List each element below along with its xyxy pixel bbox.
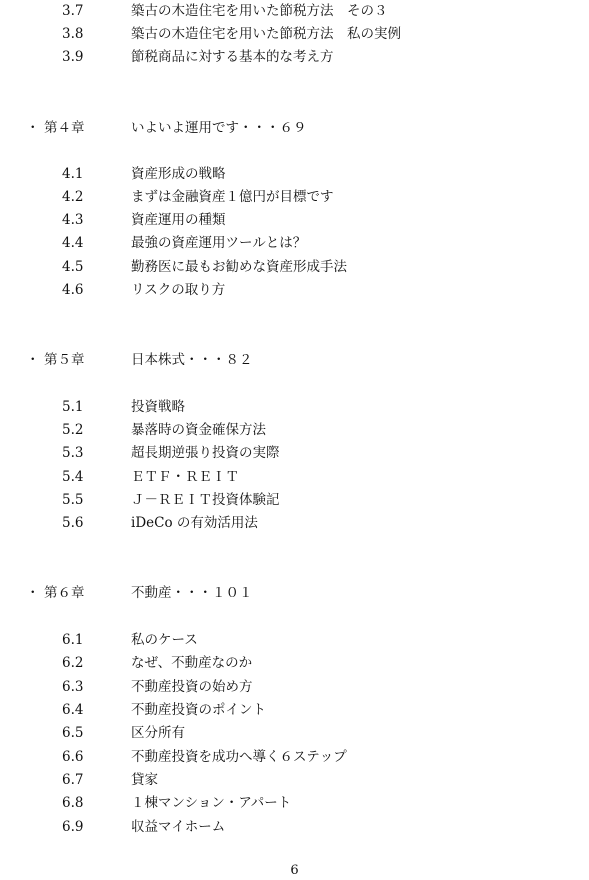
toc-item-title: 暴落時の資金確保方法 (131, 422, 266, 438)
toc-item-4-4 (0, 232, 589, 254)
toc-item-3-7 (0, 0, 589, 22)
toc-item-number: 5.6 (62, 515, 84, 531)
toc-item-5-1 (0, 396, 589, 418)
toc-item-number: 4.1 (62, 166, 84, 182)
toc-item-number: 6.6 (62, 749, 84, 765)
toc-item-number: 5.5 (62, 492, 84, 508)
toc-item-title: iDeCo の有効活用法 (131, 515, 258, 531)
bullet-mark: ・ (26, 120, 40, 136)
toc-item-3-8 (0, 23, 589, 45)
toc-item-title: 築古の木造住宅を用いた節税方法 その３ (131, 3, 388, 19)
bullet-mark: ・ (26, 585, 40, 601)
toc-item-title: 最強の資産運用ツールとは？ (131, 235, 307, 251)
toc-item-4-3 (0, 209, 589, 231)
toc-item-number: 4.4 (62, 235, 84, 251)
chapter-heading-6 (0, 582, 589, 604)
toc-item-6-6 (0, 746, 589, 768)
chapter-label: 第６章 (44, 585, 85, 601)
toc-item-title: リスクの取り方 (131, 282, 226, 298)
toc-item-title: Ｊ－ＲＥＩＴ投資体験記 (131, 492, 280, 508)
toc-item-title: 不動産投資の始め方 (131, 679, 253, 695)
toc-item-number: 6.9 (62, 819, 84, 835)
toc-item-number: 3.7 (62, 3, 84, 19)
toc-item-5-2 (0, 419, 589, 441)
toc-item-4-1 (0, 163, 589, 185)
toc-item-title: 区分所有 (131, 725, 185, 741)
toc-item-4-2 (0, 186, 589, 208)
toc-item-title: 収益マイホーム (131, 819, 226, 835)
toc-item-number: 6.2 (62, 655, 84, 671)
chapter-heading-4 (0, 117, 589, 139)
chapter-title: 不動産・・・１０１ (131, 585, 253, 601)
page-number: 6 (290, 863, 299, 878)
toc-item-title: 節税商品に対する基本的な考え方 (131, 49, 334, 65)
toc-item-6-1 (0, 629, 589, 651)
chapter-heading-5 (0, 349, 589, 371)
toc-item-number: 6.8 (62, 795, 84, 811)
toc-item-title: まずは金融資産１億円が目標です (131, 189, 334, 205)
toc-item-number: 5.2 (62, 422, 84, 438)
toc-item-6-3 (0, 676, 589, 698)
toc-item-6-7 (0, 769, 589, 791)
toc-item-title: 資産運用の種類 (131, 212, 226, 228)
toc-item-title: 築古の木造住宅を用いた節税方法 私の実例 (131, 26, 401, 42)
toc-item-number: 6.4 (62, 702, 84, 718)
toc-item-title: なぜ、不動産なのか (131, 655, 253, 671)
chapter-title: 日本株式・・・８２ (131, 352, 253, 368)
toc-item-title: 不動産投資を成功へ導く６ステップ (131, 749, 347, 765)
toc-item-number: 4.6 (62, 282, 84, 298)
toc-item-title: 資産形成の戦略 (131, 166, 226, 182)
toc-item-5-4 (0, 466, 589, 488)
toc-item-number: 5.4 (62, 469, 84, 485)
toc-item-number: 6.5 (62, 725, 84, 741)
bullet-mark: ・ (26, 352, 40, 368)
toc-item-4-5 (0, 256, 589, 278)
toc-item-5-6 (0, 512, 589, 534)
toc-item-title: 貸家 (131, 772, 158, 788)
toc-item-title: 投資戦略 (131, 399, 185, 415)
toc-item-title: 超長期逆張り投資の実際 (131, 445, 280, 461)
toc-item-6-4 (0, 699, 589, 721)
chapter-label: 第５章 (44, 352, 85, 368)
toc-item-6-2 (0, 652, 589, 674)
chapter-label: 第４章 (44, 120, 85, 136)
toc-item-number: 4.3 (62, 212, 84, 228)
toc-item-number: 4.5 (62, 259, 84, 275)
toc-item-number: 6.3 (62, 679, 84, 695)
toc-item-4-6 (0, 279, 589, 301)
toc-item-title: ＥＴＦ・ＲＥＩＴ (131, 469, 239, 485)
toc-item-number: 3.8 (62, 26, 84, 42)
toc-item-number: 3.9 (62, 49, 84, 65)
toc-item-number: 4.2 (62, 189, 84, 205)
toc-item-6-5 (0, 722, 589, 744)
toc-item-5-5 (0, 489, 589, 511)
toc-item-title: 不動産投資のポイント (131, 702, 266, 718)
toc-item-title: １棟マンション・アパート (131, 795, 292, 811)
toc-item-6-9 (0, 816, 589, 838)
toc-item-5-3 (0, 442, 589, 464)
toc-item-title: 勤務医に最もお勧めな資産形成手法 (131, 259, 347, 275)
toc-item-3-9 (0, 46, 589, 68)
toc-item-number: 6.7 (62, 772, 84, 788)
chapter-title: いよいよ運用です・・・６９ (131, 120, 307, 136)
toc-item-title: 私のケース (131, 632, 198, 648)
toc-item-number: 6.1 (62, 632, 84, 648)
toc-item-number: 5.1 (62, 399, 84, 415)
toc-item-6-8 (0, 792, 589, 814)
toc-item-number: 5.3 (62, 445, 84, 461)
